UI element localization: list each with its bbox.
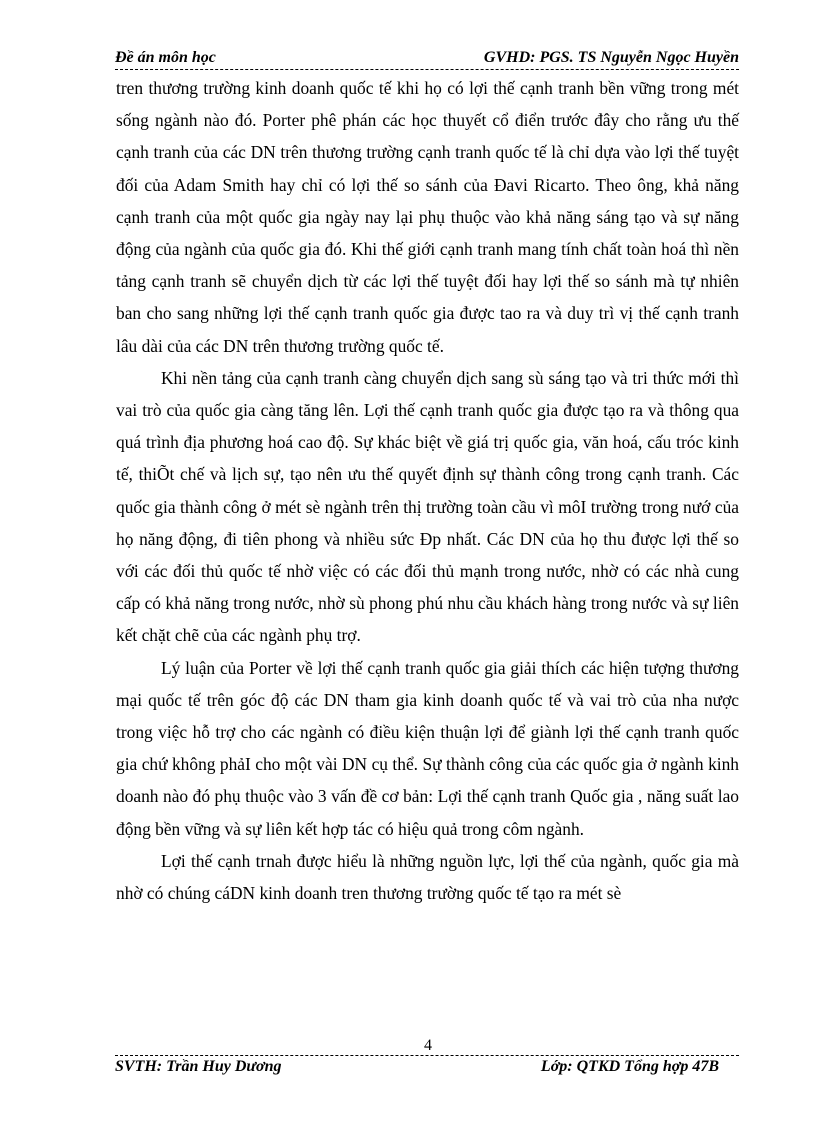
paragraph: Lý luận của Porter về lợi thế cạnh tranh quốc gia giải thích các hiện tượng thương mại quốc tế trên góc độ các DN tham gia kinh doanh quốc tế và vai trò của nha nược trong việc hỗ trợ cho các ngành có điều kiện thuận lợi để giành lợi thế cạnh tranh quốc gia chứ không phảI cho một vài DN cụ thể. Sự thành công của các quốc gia ở ngành kinh doanh nào đó phụ thuộc vào 3 vấn đề cơ bản: Lợi thế cạnh tranh Quốc gia , năng suất lao động bền vững và sự liên kết hợp tác có hiệu quả trong côm ngành. <box>116 657 739 839</box>
paragraph: Khi nền tảng của cạnh tranh càng chuyển dịch sang sù sáng tạo và tri thức mới thì vai trò của quốc gia càng tăng lên. Lợi thế cạnh tranh quốc gia được tạo ra và thông qua quá trình địa phương hoá cao độ. Sự khác biệt về giá trị quốc gia, văn hoá, cấu tróc kinh tế, thiÕt chế và lịch sự, tạo nên ưu thế quyết định sự thành công trong cạnh tranh. Các quốc gia thành công ở mét sè ngành trên thị trường toàn cầu vì môI trường trong nướ của họ năng động, đi tiên phong và nhiều sức Ðp nhất. Các DN của họ thu được lợi thế so với các đối thủ quốc tế nhờ việc có các đối thủ mạnh trong nước, nhờ có các nhà cung cấp có khả năng trong nước, nhờ sù phong phú nhu cầu khách hàng trong nước và sự liên kết chặt chẽ của các ngành phụ trợ. <box>116 367 739 646</box>
footer-student: SVTH: Trần Huy Dương <box>115 1058 282 1075</box>
page-header <box>115 47 739 70</box>
footer-class: Lớp: QTKD Tổng hợp 47B <box>540 1058 719 1075</box>
paragraph-continued: tren thương trường kinh doanh quốc tế khi họ có lợi thế cạnh tranh bền vững trong mét sống ngành nào đó. Porter phê phán các học thuyết cổ điển trước đây cho rằng ưu thế cạnh tranh của các DN trên thương trường cạnh tranh quốc tế là chỉ dựa vào lợi thế tuyệt đối của Adam Smith hay chỉ có lợi thế so sánh của Đavi Ricarto. Theo ông, khả năng cạnh tranh của một quốc gia ngày nay lại phụ thuộc vào khả năng sáng tạo và sự năng động của ngành của quốc gia đó. Khi thế giới cạnh tranh mang tính chất toàn hoá thì nền tảng cạnh tranh sẽ chuyển dịch từ các lợi thế tuyệt đối hay lợi thế so sánh mà tự nhiên ban cho sang những lợi thế cạnh tranh quốc gia được tao ra và duy trì vị thế cạnh tranh lâu dài của các DN trên thương trường quốc tế. <box>116 78 739 356</box>
document-body <box>116 72 739 909</box>
header-course-title: Đề án môn học <box>115 49 216 66</box>
page-number: 4 <box>424 1037 432 1054</box>
header-advisor: GVHD: PGS. TS Nguyễn Ngọc Huyền <box>483 49 739 66</box>
footer-divider <box>115 1055 739 1056</box>
paragraph: Lợi thế cạnh trnah được hiểu là những nguồn lực, lợi thế của ngành, quốc gia mà nhờ có chúng cáDN kinh doanh tren thương trường quốc tế tạo ra mét sè <box>116 850 739 904</box>
